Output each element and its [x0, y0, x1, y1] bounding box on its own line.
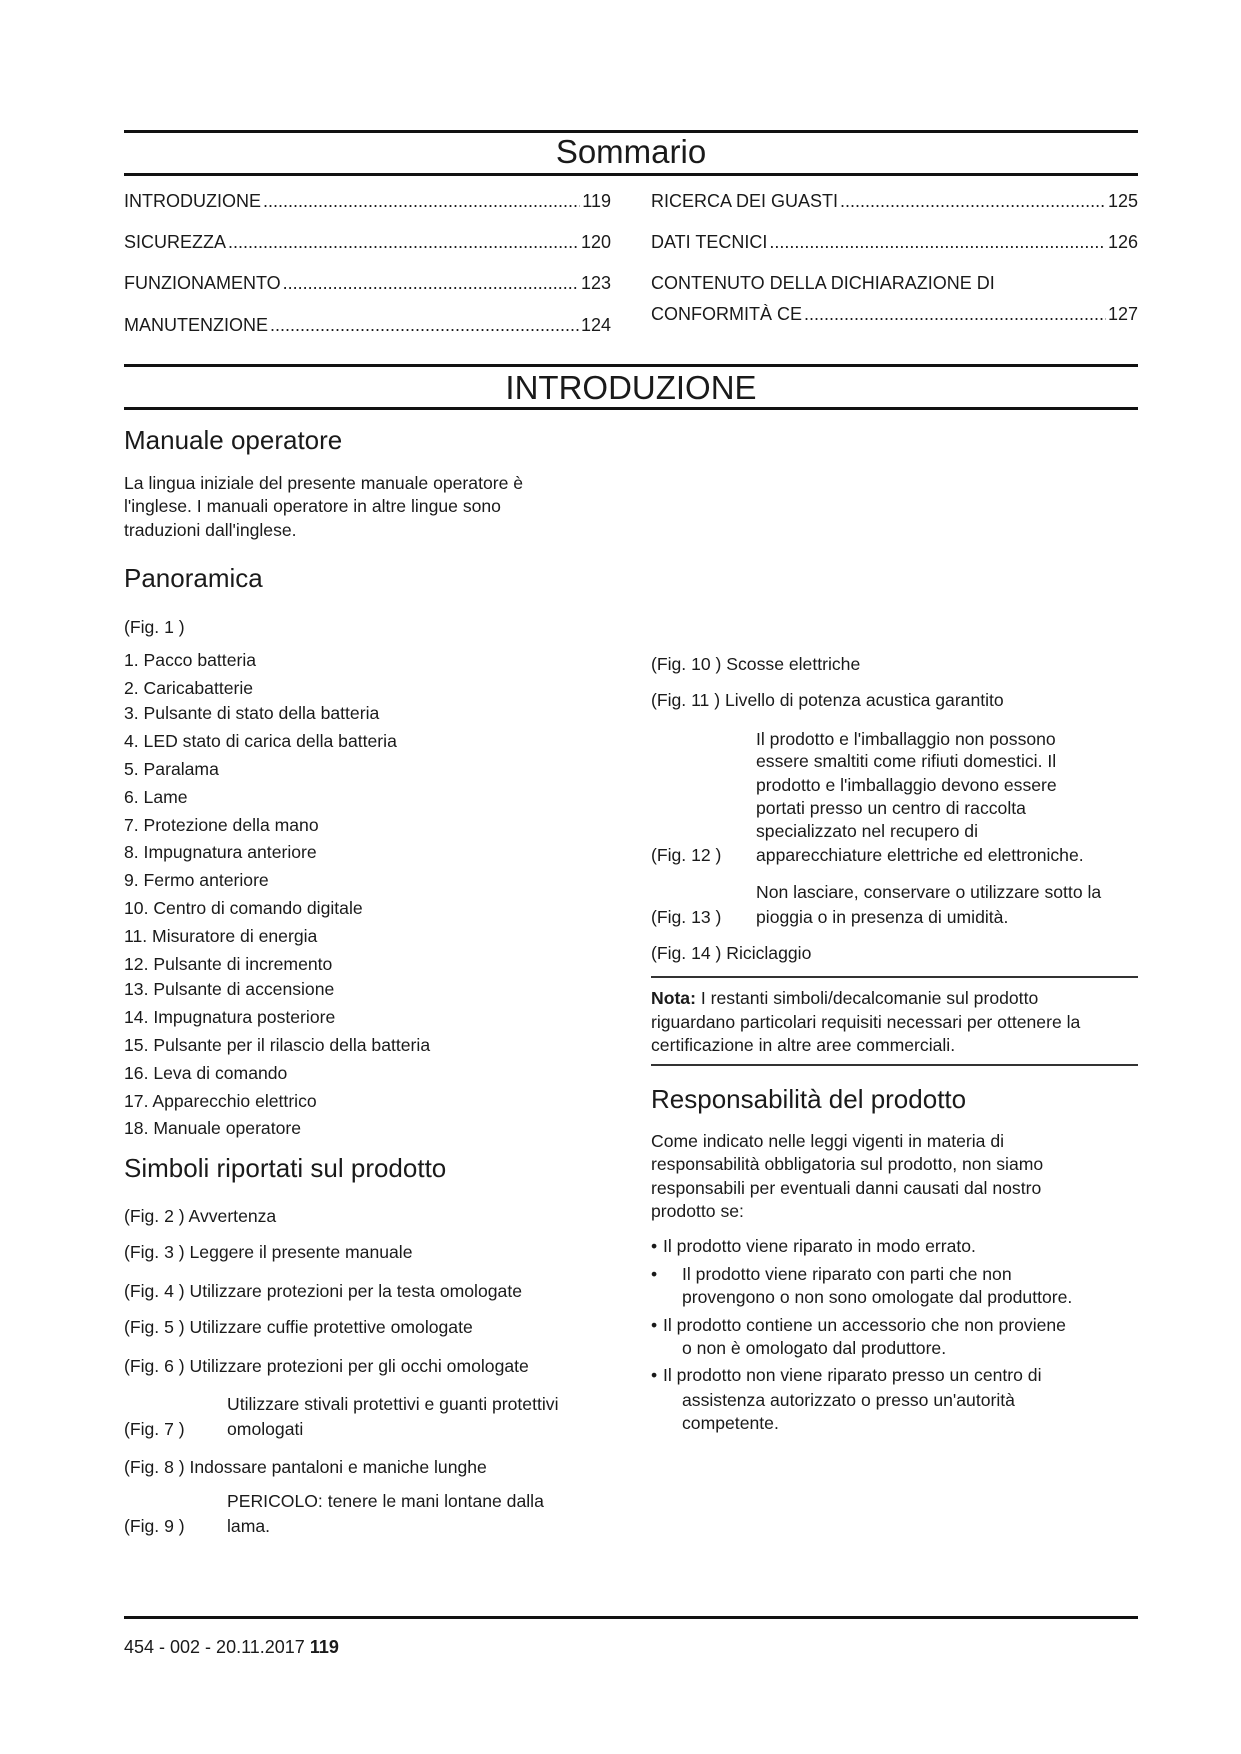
toc-page: 119	[582, 191, 611, 211]
responsabilita-line: Come indicato nelle leggi vigenti in materia di	[651, 1131, 1005, 1151]
symbol-row: (Fig. 3 ) Leggere il presente manuale	[124, 1242, 413, 1262]
toc-leader	[804, 303, 1106, 325]
bullet-text: Il prodotto viene riparato con parti che non	[682, 1264, 1012, 1284]
bullet-text: Il prodotto non viene riparato presso un centro di	[663, 1365, 1042, 1385]
symbol-row: (Fig. 10 ) Scosse elettriche	[651, 654, 861, 674]
symbol-text: lama.	[227, 1516, 271, 1536]
footer-rule	[124, 1616, 1138, 1619]
toc-page: 127	[1107, 304, 1138, 324]
manuale-line: La lingua iniziale del presente manuale operatore è	[124, 473, 524, 493]
toc-label: MANUTENZIONE	[124, 315, 268, 335]
list-item: 11. Misuratore di energia	[124, 926, 318, 946]
responsabilita-line: prodotto se:	[651, 1201, 744, 1221]
toc-entry-manutenzione[interactable]	[124, 314, 611, 336]
list-item: 13. Pulsante di accensione	[124, 979, 335, 999]
footer	[124, 1636, 339, 1658]
responsabilita-line: responsabilità obbligatoria sul prodotto, non siamo	[651, 1154, 1044, 1174]
list-item: 15. Pulsante per il rilascio della batteria	[124, 1035, 431, 1055]
page-number: 119	[309, 1637, 339, 1657]
list-item: 1. Pacco batteria	[124, 650, 257, 670]
list-item: 17. Apparecchio elettrico	[124, 1091, 317, 1111]
list-item: 5. Paralama	[124, 759, 219, 779]
toc-label: INTRODUZIONE	[124, 191, 261, 211]
list-item: 10. Centro di comando digitale	[124, 898, 363, 918]
symbol-text: specializzato nel recupero di	[756, 821, 979, 841]
symbol-text: Utilizzare stivali protettivi e guanti protettivi	[227, 1394, 559, 1414]
symbol-text: PERICOLO: tenere le mani lontane dalla	[227, 1491, 544, 1511]
symbol-fig: (Fig. 7 )	[124, 1419, 185, 1439]
bullet-text: o non è omologato dal produttore.	[682, 1338, 947, 1358]
list-item: 9. Fermo anteriore	[124, 870, 269, 890]
toc-entry-introduzione[interactable]	[124, 190, 611, 212]
toc-page: 125	[1107, 191, 1138, 211]
bullet-marker: •	[651, 1236, 658, 1256]
section-rule-top	[124, 364, 1138, 367]
toc-rule	[124, 173, 1138, 176]
responsabilita-heading: Responsabilità del prodotto	[651, 1084, 967, 1114]
nota-line: certificazione in altre aree commerciali.	[651, 1035, 956, 1055]
toc-label-conformita-line1[interactable]: CONTENUTO DELLA DICHIARAZIONE DI	[651, 273, 995, 293]
toc-leader	[769, 231, 1106, 253]
symbol-row: (Fig. 6 ) Utilizzare protezioni per gli occhi omologate	[124, 1356, 529, 1376]
toc-entry-ricerca-guasti[interactable]	[651, 190, 1138, 212]
simboli-heading: Simboli riportati sul prodotto	[124, 1153, 447, 1183]
symbol-text: pioggia o in presenza di umidità.	[756, 907, 1009, 927]
toc-leader	[283, 272, 579, 294]
bullet-text: assistenza autorizzato o presso un'autorità	[682, 1390, 1015, 1410]
list-item: 3. Pulsante di stato della batteria	[124, 703, 380, 723]
list-item: 16. Leva di comando	[124, 1063, 288, 1083]
toc-title: Sommario	[555, 133, 707, 170]
bullet-text: Il prodotto viene riparato in modo errato.	[663, 1236, 976, 1256]
responsabilita-line: responsabili per eventuali danni causati dal nostro	[651, 1178, 1042, 1198]
symbol-fig: (Fig. 13 )	[651, 907, 722, 927]
list-item: 12. Pulsante di incremento	[124, 954, 333, 974]
symbol-fig: (Fig. 9 )	[124, 1516, 185, 1536]
nota-label: Nota:	[651, 988, 696, 1008]
symbol-text: apparecchiature elettriche ed elettroniche.	[756, 845, 1084, 865]
toc-label: DATI TECNICI	[651, 232, 768, 252]
symbol-text: Il prodotto e l'imballaggio non possono	[756, 729, 1056, 749]
toc-leader	[840, 190, 1106, 212]
list-item: 6. Lame	[124, 787, 188, 807]
nota-rule-top	[651, 976, 1138, 978]
toc-label: RICERCA DEI GUASTI	[651, 191, 839, 211]
manuale-heading: Manuale operatore	[124, 425, 343, 455]
toc-leader	[228, 231, 579, 253]
list-item: 7. Protezione della mano	[124, 815, 319, 835]
symbol-row: (Fig. 2 ) Avvertenza	[124, 1206, 277, 1226]
symbol-row: (Fig. 14 ) Riciclaggio	[651, 943, 812, 963]
symbol-row: (Fig. 5 ) Utilizzare cuffie protettive omologate	[124, 1317, 473, 1337]
toc-leader	[270, 314, 579, 336]
bullet-text: Il prodotto contiene un accessorio che non proviene	[663, 1315, 1066, 1335]
section-rule-bottom	[124, 407, 1138, 410]
manuale-line: l'inglese. I manuali operatore in altre lingue sono	[124, 496, 501, 516]
bullet-text: provengono o non sono omologate dal produttore.	[682, 1287, 1073, 1307]
nota-text: I restanti simboli/decalcomanie sul prodotto	[695, 988, 1039, 1008]
toc-entry-conformita[interactable]	[651, 303, 1138, 325]
toc-entry-sicurezza[interactable]	[124, 231, 611, 253]
panoramica-fig: (Fig. 1 )	[124, 617, 185, 637]
nota-line: riguardano particolari requisiti necessari per ottenere la	[651, 1012, 1081, 1032]
symbol-row: (Fig. 4 ) Utilizzare protezioni per la testa omologate	[124, 1281, 522, 1301]
nota-line	[651, 987, 1038, 1009]
toc-entry-dati-tecnici[interactable]	[651, 231, 1138, 253]
symbol-fig: (Fig. 12 )	[651, 845, 722, 865]
list-item: 2. Caricabatterie	[124, 678, 254, 698]
toc-page: 126	[1107, 232, 1138, 252]
toc-label: FUNZIONAMENTO	[124, 273, 281, 293]
toc-page: 120	[580, 232, 611, 252]
toc-leader	[263, 190, 580, 212]
toc-page: 123	[580, 273, 611, 293]
toc-entry-funzionamento[interactable]	[124, 272, 611, 294]
nota-rule-bottom	[651, 1064, 1138, 1066]
manuale-line: traduzioni dall'inglese.	[124, 520, 297, 540]
bullet-marker: •	[651, 1365, 658, 1385]
bullet-marker: •	[651, 1264, 658, 1284]
list-item: 18. Manuale operatore	[124, 1118, 302, 1138]
bullet-marker: •	[651, 1315, 658, 1335]
panoramica-heading: Panoramica	[124, 563, 263, 593]
list-item: 14. Impugnatura posteriore	[124, 1007, 336, 1027]
symbol-text: omologati	[227, 1419, 304, 1439]
footer-doc-id: 454 - 002 - 20.11.2017	[124, 1637, 305, 1657]
section-title: INTRODUZIONE	[505, 369, 757, 406]
toc-label: CONFORMITÀ CE	[651, 304, 802, 324]
symbol-text: portati presso un centro di raccolta	[756, 798, 1026, 818]
toc-page: 124	[580, 315, 611, 335]
symbol-text: Non lasciare, conservare o utilizzare sotto la	[756, 882, 1102, 902]
bullet-text: competente.	[682, 1413, 779, 1433]
symbol-text: prodotto e l'imballaggio devono essere	[756, 775, 1057, 795]
toc-label: SICUREZZA	[124, 232, 227, 252]
list-item: 8. Impugnatura anteriore	[124, 842, 317, 862]
list-item: 4. LED stato di carica della batteria	[124, 731, 397, 751]
symbol-row: (Fig. 11 ) Livello di potenza acustica garantito	[651, 690, 1004, 710]
symbol-text: essere smaltiti come rifiuti domestici. Il	[756, 751, 1057, 771]
symbol-row: (Fig. 8 ) Indossare pantaloni e maniche lunghe	[124, 1457, 487, 1477]
